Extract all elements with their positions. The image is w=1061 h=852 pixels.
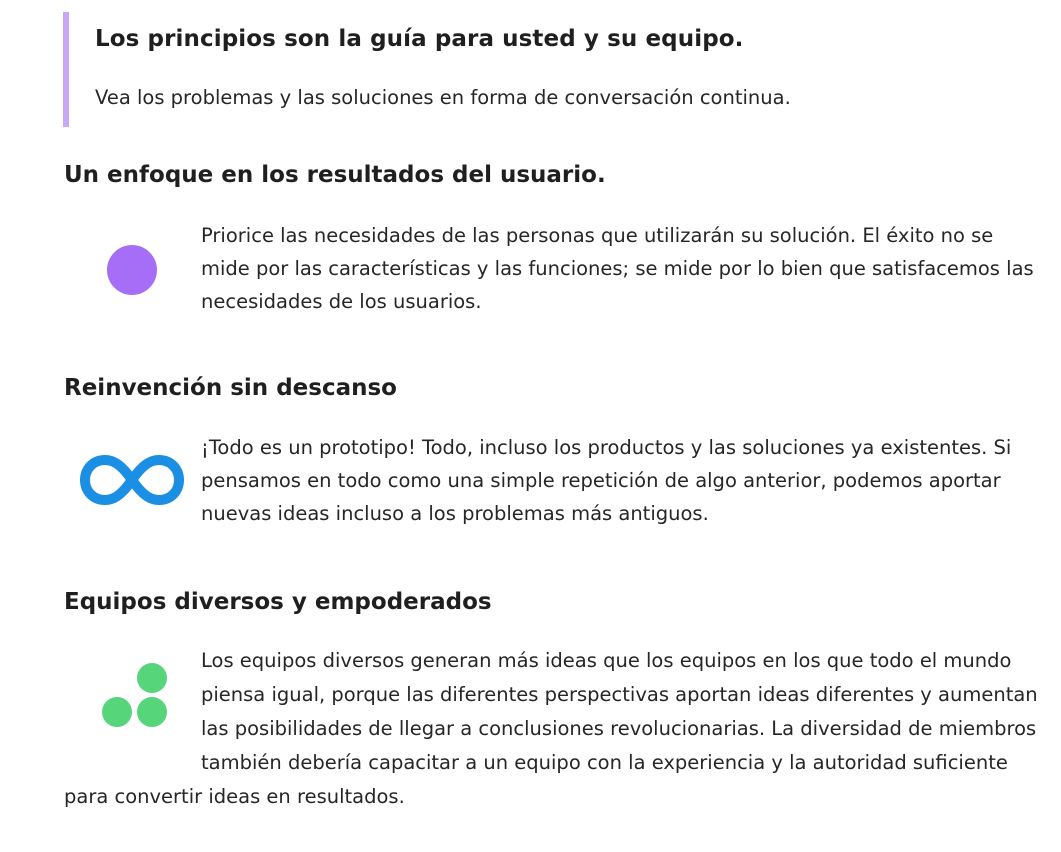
section-body-reinvention: ¡Todo es un prototipo! Todo, incluso los productos y las soluciones ya existentes. Si pensamos en todo como una simple repetición de algo anterior, podemos aportar nuevas ideas incluso a los problemas más antiguos. [201,436,1012,525]
section-body-diverse-teams: Los equipos diversos generan más ideas que los equipos en los que todo el mundo piensa igual, porque las diferentes perspectivas aportan ideas diferentes y aumentan las posibilidades de llegar a conclusiones revolucionarias. La diversidad de miembros también debería capacitar a un equipo con la experiencia y la autoridad suficiente para convertir ideas en resultados. [64,649,1038,808]
section-body-diverse-teams-wrap [64,644,1039,814]
section-body-user-outcomes: Priorice las necesidades de las personas que utilizarán su solución. El éxito no se mide por las características y las funciones; se mide por lo bien que satisfacemos las necesidades de los usuarios. [201,224,1034,313]
principles-callout [63,12,969,127]
infinity-icon [79,454,185,506]
callout-title: Los principios son la guía para usted y su equipo. [95,26,744,52]
callout-text: Vea los problemas y las soluciones en forma de conversación continua. [95,86,791,109]
section-heading-diverse-teams: Equipos diversos y empoderados [64,589,492,615]
section-heading-reinvention: Reinvención sin descanso [64,375,397,401]
section-heading-user-outcomes: Un enfoque en los resultados del usuario. [64,162,606,188]
circle-icon [106,244,158,296]
